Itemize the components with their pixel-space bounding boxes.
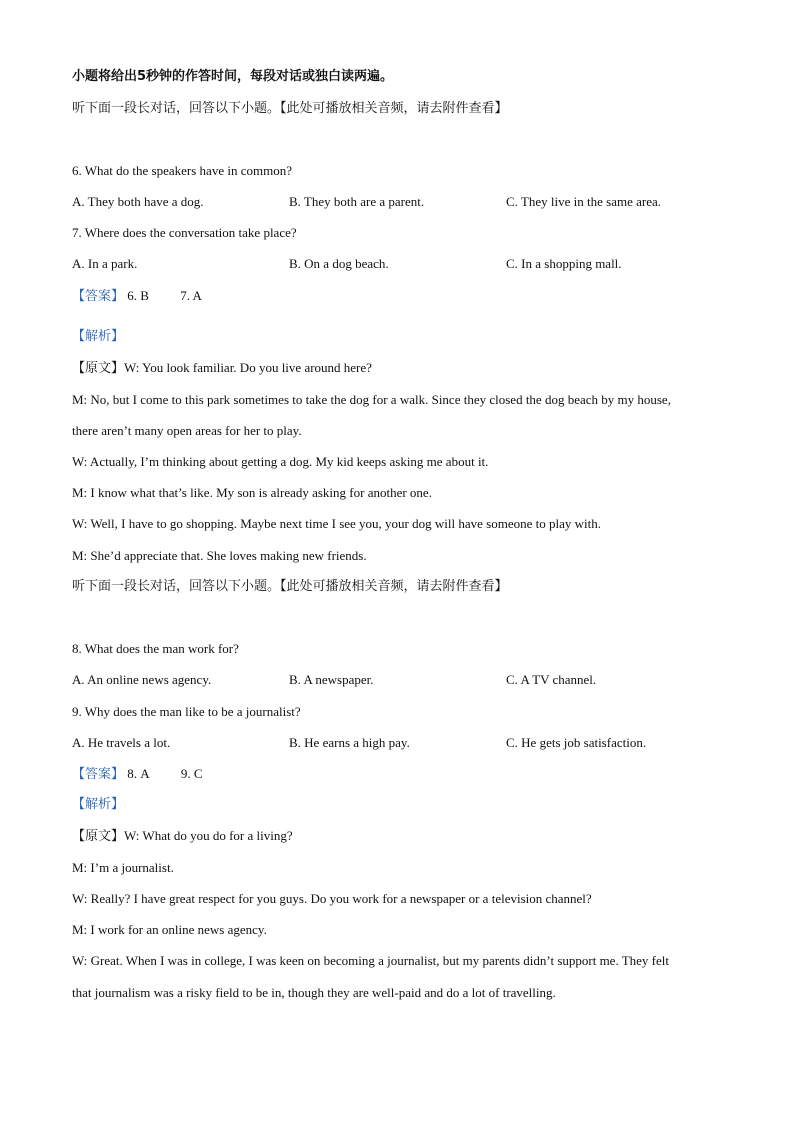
answer-7: 7. A xyxy=(180,288,202,303)
transcript-line xyxy=(72,827,734,846)
option-a: A. They both have a dog. xyxy=(72,194,204,209)
transcript-line: M: No, but I come to this park sometimes to take the dog for a walk. Since they closed the dog beach by my house, xyxy=(72,392,671,407)
option-a: A. He travels a lot. xyxy=(72,735,171,750)
transcript-line xyxy=(72,359,734,378)
transcript-line: M: She’d appreciate that. She loves making new friends. xyxy=(72,548,367,563)
option-b: B. On a dog beach. xyxy=(289,256,389,271)
question-6: 6. What do the speakers have in common? xyxy=(72,163,292,178)
question-8-options xyxy=(72,671,734,689)
question-8: 8. What does the man work for? xyxy=(72,641,239,656)
analysis-label: 【解析】 xyxy=(72,329,125,344)
answer-label: 【答案】 xyxy=(72,289,125,304)
transcript-line: W: Really? I have great respect for you guys. Do you work for a newspaper or a television channel? xyxy=(72,891,592,906)
option-c: C. In a shopping mall. xyxy=(506,256,622,271)
answer-label: 【答案】 xyxy=(72,767,125,782)
analysis-label: 【解析】 xyxy=(72,797,125,812)
option-b: B. He earns a high pay. xyxy=(289,735,410,750)
option-c: C. They live in the same area. xyxy=(506,194,661,209)
transcript-line: W: Well, I have to go shopping. Maybe next time I see you, your dog will have someone to play with. xyxy=(72,516,601,531)
transcript-text: W: You look familiar. Do you live around here? xyxy=(124,360,372,375)
answer-9: 9. C xyxy=(180,766,203,781)
transcript-line: M: I know what that’s like. My son is already asking for another one. xyxy=(72,485,432,500)
transcript-line: there aren’t many open areas for her to play. xyxy=(72,423,302,438)
question-7: 7. Where does the conversation take place? xyxy=(72,225,297,240)
instruction-text: 小题将给出5秒钟的作答时间，每段对话或独白读两遍。 xyxy=(72,69,394,84)
option-b: B. They both are a parent. xyxy=(289,194,425,209)
question-9: 9. Why does the man like to be a journalist? xyxy=(72,704,301,719)
question-9-options xyxy=(72,734,734,752)
listen-prompt: 听下面一段长对话，回答以下小题。【此处可播放相关音频，请去附件查看】 xyxy=(72,101,508,116)
transcript-text: W: What do you do for a living? xyxy=(124,828,293,843)
transcript-line: that journalism was a risky field to be in, though they are well-paid and do a lot of travelling. xyxy=(72,985,556,1000)
transcript-line: M: I work for an online news agency. xyxy=(72,922,267,937)
option-a: A. In a park. xyxy=(72,256,138,271)
transcript-label: 【原文】 xyxy=(72,829,125,844)
answer-row xyxy=(72,765,734,784)
answer-8: 8. A xyxy=(127,766,150,781)
option-a: A. An online news agency. xyxy=(72,672,212,687)
answer-row xyxy=(72,287,734,306)
transcript-label: 【原文】 xyxy=(72,361,125,376)
answer-6: 6. B xyxy=(127,288,149,303)
listen-prompt: 听下面一段长对话，回答以下小题。【此处可播放相关音频，请去附件查看】 xyxy=(72,579,508,594)
question-7-options xyxy=(72,255,734,273)
transcript-line: W: Great. When I was in college, I was keen on becoming a journalist, but my parents didn’t support me. They felt xyxy=(72,953,670,968)
transcript-line: W: Actually, I’m thinking about getting a dog. My kid keeps asking me about it. xyxy=(72,454,489,469)
option-c: C. He gets job satisfaction. xyxy=(506,735,647,750)
question-6-options xyxy=(72,193,734,211)
transcript-line: M: I’m a journalist. xyxy=(72,860,174,875)
option-c: C. A TV channel. xyxy=(506,672,597,687)
option-b: B. A newspaper. xyxy=(289,672,374,687)
